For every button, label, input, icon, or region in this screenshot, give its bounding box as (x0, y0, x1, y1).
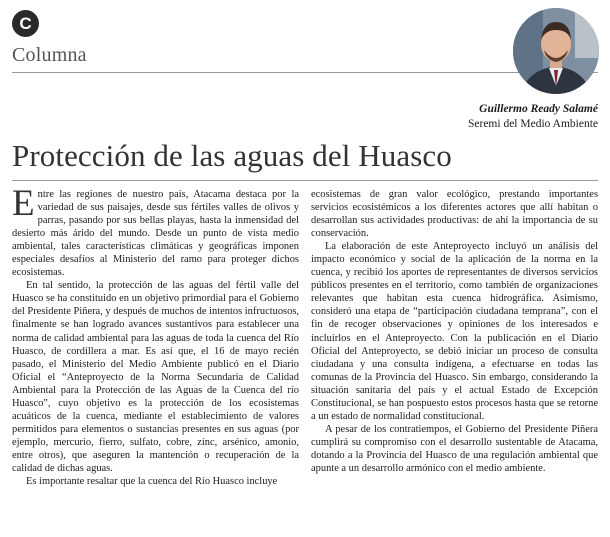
section-label: Columna (12, 44, 87, 66)
article-paragraph: A pesar de los contratiempos, el Gobierno del Presidente Piñera cumplirá su compromiso con el desarrollo sustentable de Atacama, dotando a la Provincia del Huasco de una regulación ambiental que apunte a un desarrollo armónico con el medio ambiente. (311, 423, 598, 474)
headline-divider (12, 180, 598, 181)
article-body (12, 188, 598, 534)
article-paragraph: Es importante resaltar que la cuenca del Río Huasco incluye (26, 476, 278, 488)
section-badge: C (12, 10, 39, 37)
article-column-1 (12, 188, 299, 534)
paragraph-text: ntre las regiones de nuestro país, Atacama destaca por la variedad de sus paisajes, desde sus fértiles valles de olivos y parras, pasando por sus bellas playas, hasta la inmensidad del desierto más árido del mundo. Desde un punto de vista medio ambiental, tales características climáticas y geográficas imponen especiales desafíos al Ministerio del ramo para proteger dichos ecosistemas. (12, 189, 299, 279)
article-column-2 (311, 188, 598, 534)
author-photo (513, 8, 599, 94)
author-portrait-icon (513, 8, 599, 94)
drop-cap: E (12, 188, 35, 224)
article-paragraph (12, 188, 299, 279)
headline: Protección de las aguas del Huasco (12, 138, 452, 173)
article-paragraph: ecosistemas de gran valor ecológico, prestando importantes servicios ecosistémicos a los diferentes actores que allí habitan o desarrollan sus actividades productivas: de ahí la importancia de su conservación. (311, 189, 598, 240)
author-role: Seremi del Medio Ambiente (468, 118, 598, 130)
article-paragraph: La elaboración de este Anteproyecto incluyó un análisis del impacto económico y social de la aplicación de la norma en la cuenca, y recibió los aportes de representantes de diversos servicios públicos presentes en el territorio, como también de organizaciones relevantes que habitan esta cuenca hidrográfica. Asimismo, consideró una etapa de “participación ciudadana temprana”, con el fin de recoger observaciones y opiniones de los interesados e incluirlos en el Anteproyecto. Con la publicación en el Diario Oficial del Anteproyecto, se debió iniciar un proceso de consulta ciudadana y una consulta indígena, a efectuarse en todas las comunas de la Provincia del Huasco. Sin embargo, considerando la situación sanitaria del país y el actual Estado de Excepción Constitucional, se han pospuesto estos procesos hasta que se retorne a un estado de normalidad constitucional. (311, 241, 598, 422)
author-name: Guillermo Ready Salamé (479, 103, 598, 115)
author-block (468, 102, 598, 132)
article-paragraph: En tal sentido, la protección de las aguas del fértil valle del Huasco se ha constituido en un objetivo primordial para el Gobierno del Presidente Piñera, y después de muchos de intentos infructuosos, finalmente se han logrado avances sustantivos para establecer una norma de calidad ambiental para las aguas de toda la cuenca del Río Huasco, de cordillera a mar. Es así que, el 16 de mayo recién pasado, el Ministerio del Medio Ambiente publicó en el Diario Oficial el “Anteproyecto de la Norma Secundaria de Calidad Ambiental para la Protección de las Aguas de la Cuenca del río Huasco”, cuyo objetivo es la protección de los ecosistemas acuáticos de la cuenca, mediante el establecimiento de valores permitidos para elementos o sustancias presentes en sus aguas (por ejemplo, mercurio, fierro, sulfato, cobre, zinc, arsénico, amonio, entre otros), que aseguren la mantención o recuperación de la calidad de dichas aguas. (12, 280, 299, 474)
header-divider (12, 72, 598, 73)
